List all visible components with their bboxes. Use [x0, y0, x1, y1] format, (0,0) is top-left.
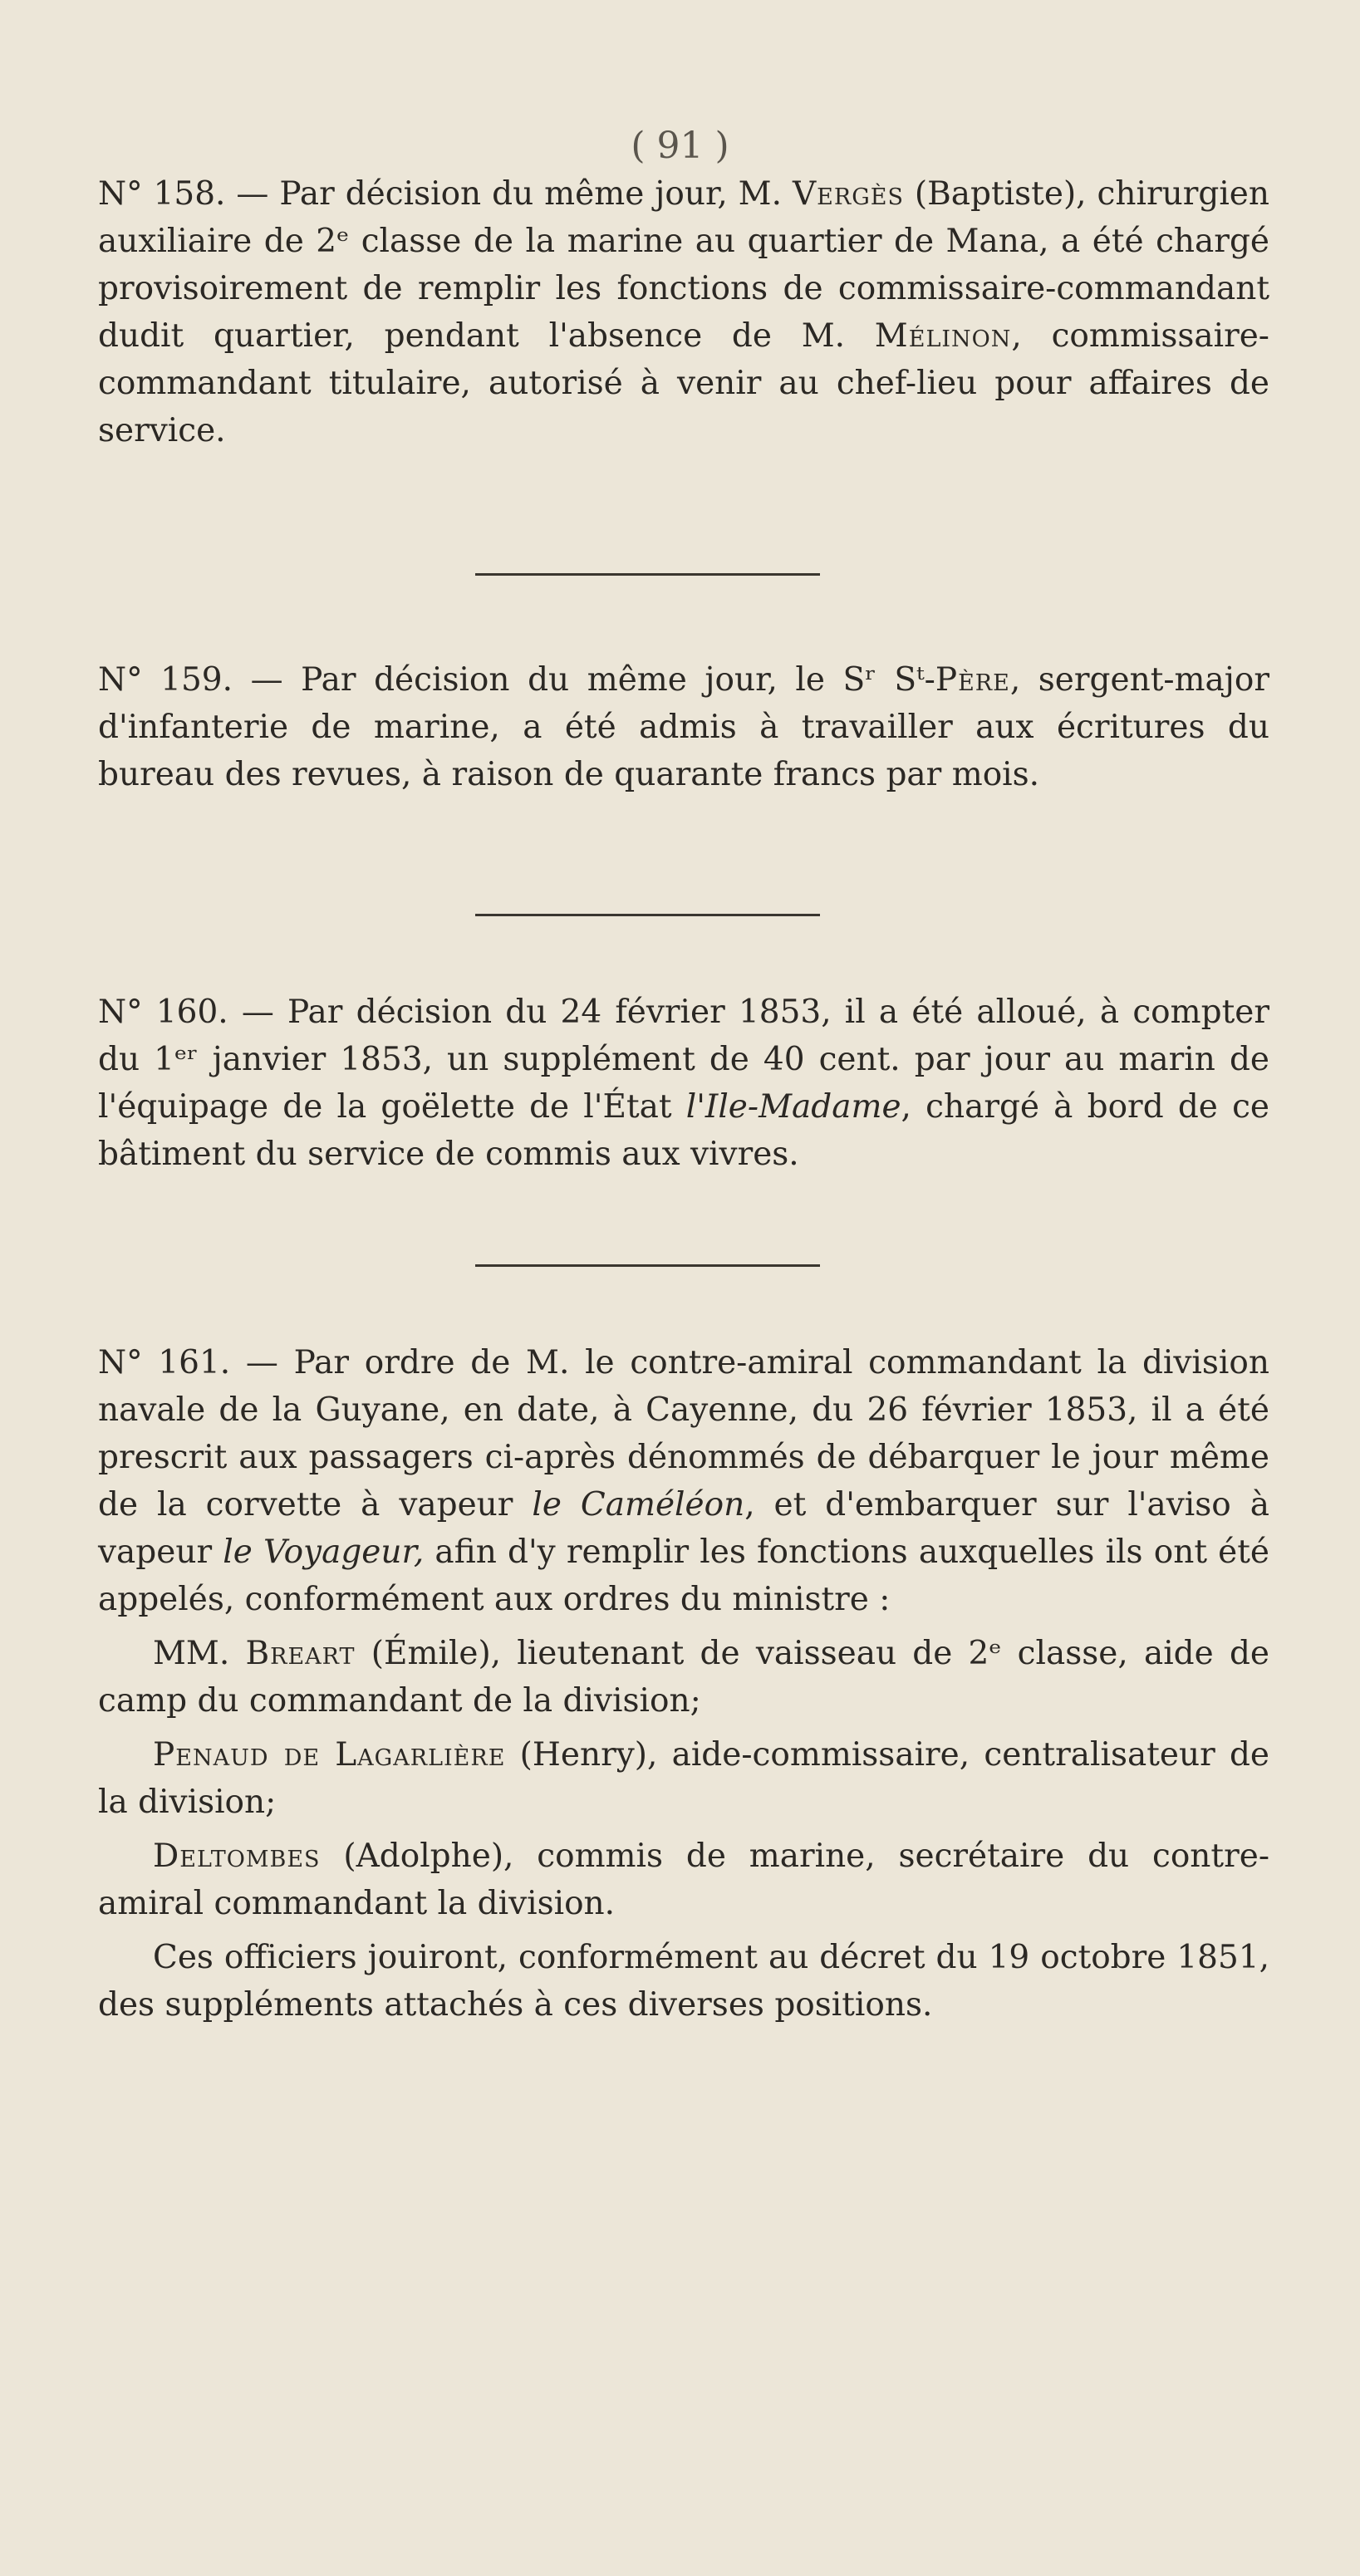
page-number: ( 91 ) — [631, 125, 729, 167]
separator-rule — [475, 914, 820, 916]
entry-text: afin d'y remplir les fonctions auxquelles ils ont été appelés, conformément aux ordres du ministre : — [98, 1533, 1269, 1618]
person-name: Deltombes — [153, 1838, 321, 1875]
entry-159-paragraph — [98, 656, 1269, 798]
entry-159 — [98, 656, 1269, 798]
entry-text: , commissaire-commandant titulaire, autorisé à venir au chef-lieu pour affaires de service. — [98, 317, 1269, 449]
entry-158-paragraph — [98, 170, 1269, 454]
entry-text: , chargé à bord de ce bâtiment du service de commis aux vivres. — [98, 1088, 1269, 1173]
entry-number: N° 159. — [98, 661, 233, 699]
person-text: (Henry), aide-commissaire, centralisateur de la division; — [98, 1736, 1269, 1821]
ship-name: le Caméléon — [532, 1486, 745, 1524]
entry-160 — [98, 989, 1269, 1178]
entry-number: N° 161. — [98, 1344, 231, 1381]
person-name: Breart — [245, 1635, 356, 1672]
separator-rule — [475, 1264, 820, 1267]
entry-number: N° 160. — [98, 994, 228, 1031]
entry-text: , et d'embarquer sur l'aviso à vapeur — [98, 1486, 1269, 1571]
ship-name: le Voyageur, — [223, 1533, 425, 1571]
person-prefix: MM. — [153, 1635, 246, 1672]
closing-paragraph: Ces officiers jouiront, conformément au décret du 19 octobre 1851, des suppléments attachés à ces diverses positions. — [98, 1939, 1269, 2024]
separator-rule — [475, 573, 820, 576]
person-name: Mélinon — [874, 317, 1012, 355]
entry-text: — Par décision du même jour, M. — [225, 175, 793, 213]
person-text: (Adolphe), commis de marine, secrétaire du contre-amiral commandant la division. — [98, 1838, 1269, 1922]
person-name: Père — [935, 661, 1010, 699]
person-entry — [98, 1731, 1269, 1826]
person-entry — [98, 1630, 1269, 1725]
entry-text: , sergent-major d'infanterie de marine, a été admis à travailler aux écritures du bureau des revues, à raison de quarante francs par mois. — [98, 661, 1269, 793]
person-entry — [98, 1833, 1269, 1927]
entry-text: — Par décision du 24 février 1853, il a été alloué, à compter du 1ᵉʳ janvier 1853, un supplément de 40 cent. par jour au marin de l'équipage de la goëlette de l'État — [98, 994, 1269, 1126]
entry-158 — [98, 170, 1269, 454]
person-name: Vergès — [792, 175, 904, 213]
entry-160-paragraph — [98, 989, 1269, 1178]
entry-161-paragraph — [98, 1339, 1269, 1623]
entry-number: N° 158. — [98, 175, 226, 213]
entry-text: — Par ordre de M. le contre-amiral commandant la division navale de la Guyane, en date, à Cayenne, du 26 février 1853, il a été prescrit aux passagers ci-après dénommés de débarquer le jour même de la corvette à vapeur — [98, 1344, 1269, 1524]
person-name: Penaud de Lagarlière — [153, 1736, 506, 1774]
person-text: (Émile), lieutenant de vaisseau de 2ᵉ classe, aide de camp du commandant de la division; — [98, 1635, 1269, 1720]
ship-name: l'Ile-Madame — [685, 1088, 901, 1126]
entry-161 — [98, 1339, 1269, 2029]
entry-text: (Baptiste), chirurgien auxiliaire de 2ᵉ classe de la marine au quartier de Mana, a été chargé provisoirement de remplir les fonctions de commissaire-commandant dudit quartier, pendant l'absence de M. — [98, 175, 1269, 355]
entry-text: — Par décision du même jour, le Sʳ Sᵗ- — [233, 661, 935, 699]
